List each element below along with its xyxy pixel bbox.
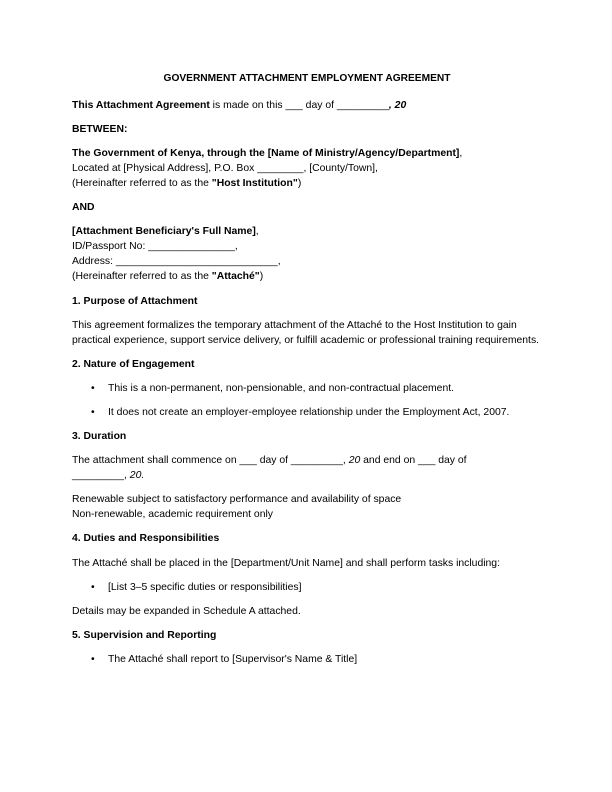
list-item: • It does not create an employer-employee relationship under the Employment Act, 2007. — [108, 405, 542, 420]
section-4-list — [72, 580, 542, 595]
intro-text: is made on this ___ day of _________ — [209, 99, 389, 111]
party1-name-suffix: , — [459, 147, 463, 159]
section-1-heading: 1. Purpose of Attachment — [72, 295, 198, 307]
party2-ref-term: "Attaché" — [211, 271, 260, 283]
intro-year: , 20 — [388, 99, 407, 111]
list-item: • This is a non-permanent, non-pensionable, and non-contractual placement. — [108, 381, 542, 396]
option-renewable: Renewable subject to satisfactory performance and availability of space — [72, 494, 402, 506]
document-title: GOVERNMENT ATTACHMENT EMPLOYMENT AGREEMENT — [163, 73, 451, 84]
party2-name-suffix: , — [255, 226, 259, 238]
party1-block — [72, 146, 542, 191]
option-non-renewable: Non-renewable, academic requirement only — [72, 509, 273, 521]
party1-name: The Government of Kenya, through the [Name of Ministry/Agency/Department] — [72, 147, 460, 159]
party1-reference — [72, 176, 542, 191]
party1-location: Located at [Physical Address], P.O. Box ________, [County/Town], — [72, 163, 378, 175]
section-1-body: This agreement formalizes the temporary attachment of the Attaché to the Host Institution to gain practical experience, support service delivery, or fulfill academic or professional training requirements. — [72, 319, 540, 346]
duration-end-year: 20. — [129, 470, 145, 482]
duration-start: The attachment shall commence on ___ day of _________, — [72, 455, 349, 467]
party2-ref-prefix: (Hereinafter referred to as the — [72, 271, 212, 283]
and-label: AND — [72, 202, 95, 214]
party1-ref-prefix: (Hereinafter referred to as the — [72, 178, 212, 190]
duration-start-year: 20 — [348, 455, 361, 467]
section-5-heading: 5. Supervision and Reporting — [72, 629, 217, 641]
document-content — [72, 72, 542, 676]
duration-end: and end on ___ day of — [360, 455, 467, 467]
section-2-heading: 2. Nature of Engagement — [72, 358, 195, 370]
list-item: • The Attaché shall report to [Supervisor's Name & Title] — [108, 652, 542, 667]
party2-address-line: Address: ____________________________, — [72, 256, 281, 268]
party2-reference — [72, 269, 542, 284]
section-3-options — [72, 492, 542, 522]
party1-ref-suffix: ) — [297, 178, 302, 190]
party2-block — [72, 224, 542, 284]
section-4-note: Details may be expanded in Schedule A attached. — [72, 605, 301, 617]
between-label: BETWEEN: — [72, 123, 128, 135]
section-2-list — [72, 381, 542, 420]
intro-bold-lead: This Attachment Agreement — [72, 99, 210, 111]
section-3-heading: 3. Duration — [72, 431, 127, 443]
duration-end-date: _________, — [72, 470, 130, 482]
party1-ref-term: "Host Institution" — [211, 178, 298, 190]
list-item: • [List 3–5 specific duties or responsibilities] — [108, 580, 542, 595]
party2-ref-suffix: ) — [259, 271, 264, 283]
intro-paragraph — [72, 98, 542, 113]
section-5-list — [72, 652, 542, 667]
party2-id-line: ID/Passport No: _______________, — [72, 241, 238, 253]
party2-name: [Attachment Beneficiary's Full Name] — [72, 226, 256, 238]
section-4-body: The Attaché shall be placed in the [Department/Unit Name] and shall perform tasks including: — [72, 557, 500, 569]
section-4-heading: 4. Duties and Responsibilities — [72, 533, 220, 545]
section-3-duration-text — [72, 453, 542, 483]
